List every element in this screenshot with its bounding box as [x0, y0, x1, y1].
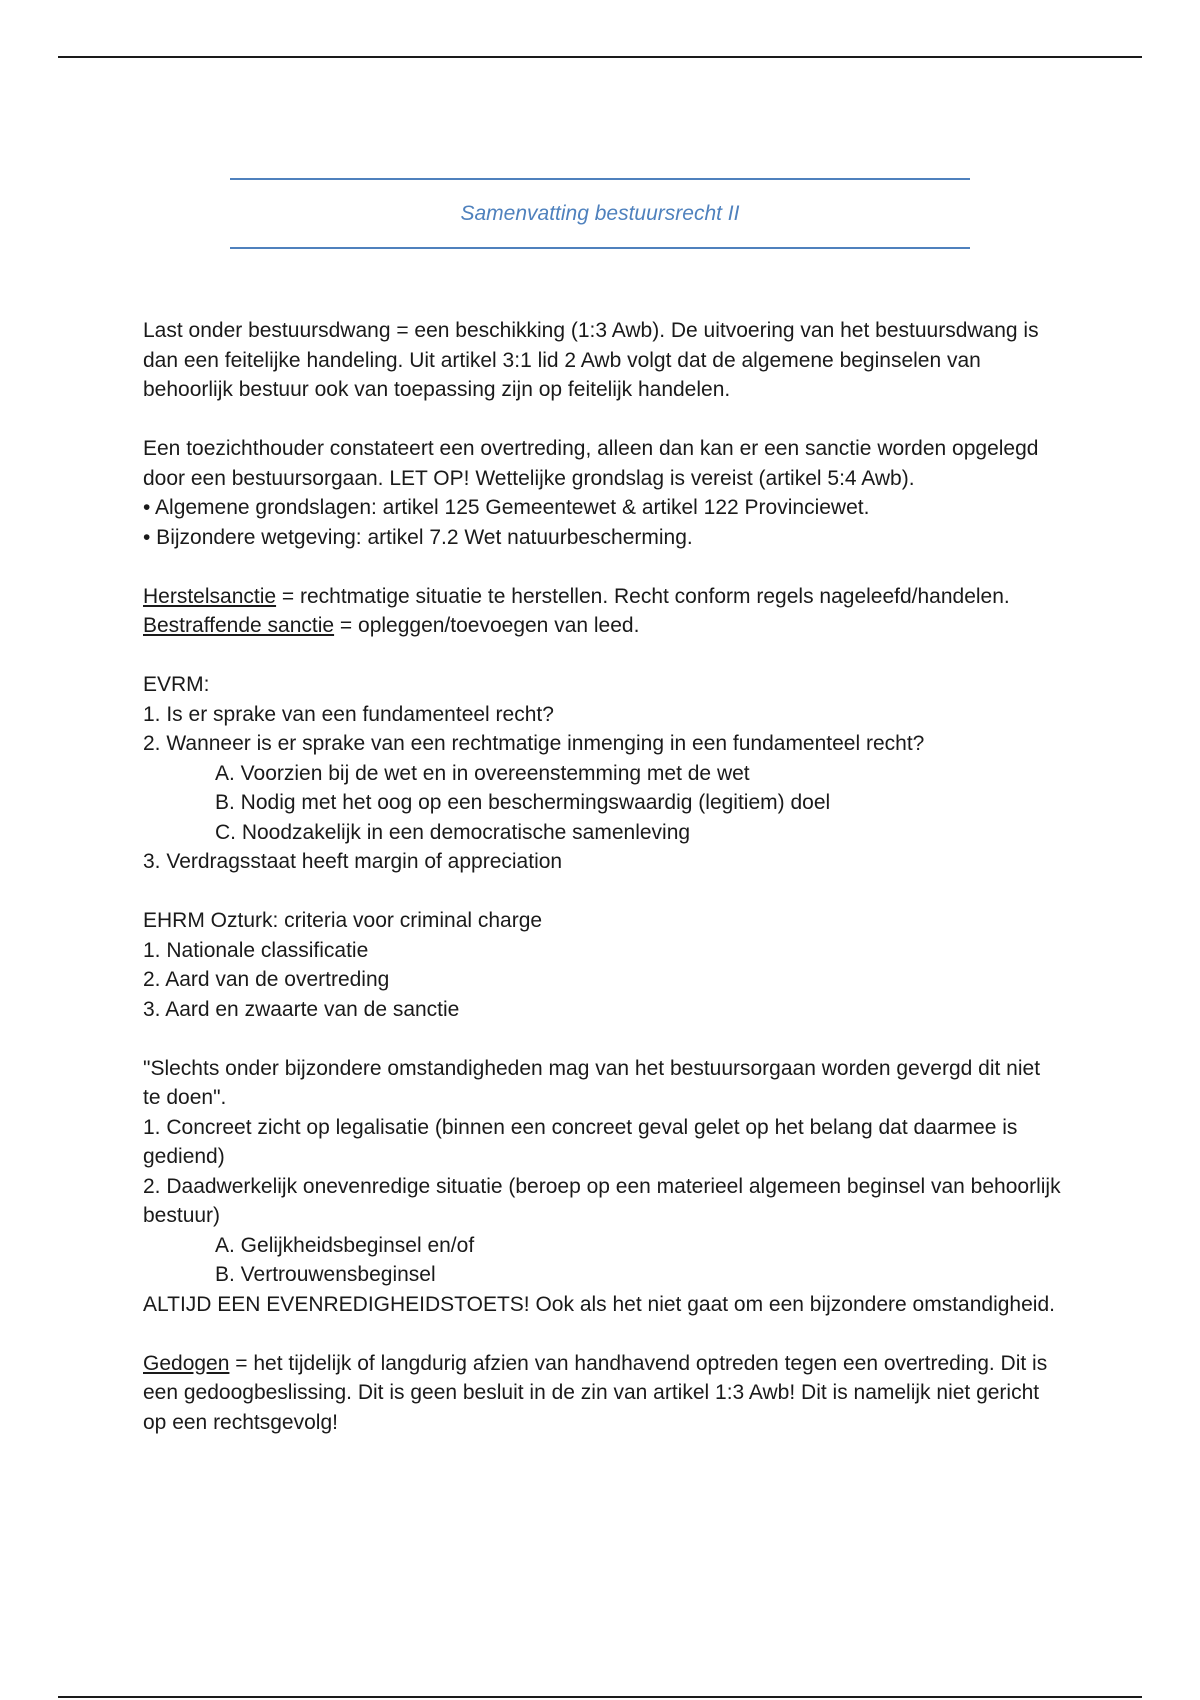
definition-text: = rechtmatige situatie te herstellen. Recht conform regels nageleefd/handelen. [276, 584, 1010, 608]
paragraph-ehrm-ozturk [143, 906, 1063, 1024]
sub-list-item: A. Voorzien bij de wet en in overeenstemming met de wet [215, 761, 750, 785]
page-bottom-rule [58, 1696, 1142, 1698]
list-item: 1. Is er sprake van een fundamenteel recht? [143, 702, 554, 726]
list-item: 3. Verdragsstaat heeft margin of appreciation [143, 850, 563, 873]
list-item: 2. Daadwerkelijk onevenredige situatie (beroep op een materieel algemeen beginsel van behoorlijk bestuur) [143, 1174, 1061, 1227]
quote-text: "Slechts onder bijzondere omstandigheden mag van het bestuursorgaan worden gevergd dit niet te doen". [143, 1056, 1041, 1109]
paragraph-toezichthouder [143, 434, 1063, 552]
sub-list-item: B. Vertrouwensbeginsel [215, 1263, 436, 1286]
list-item: 2. Aard van de overtreding [143, 968, 390, 991]
term-bestraffende-sanctie: Bestraffende sanctie [143, 614, 335, 637]
paragraph-gedogen [143, 1349, 1063, 1438]
sub-list-item: A. Gelijkheidsbeginsel en/of [215, 1233, 475, 1257]
sub-list-item: B. Nodig met het oog op een beschermingswaardig (legitiem) doel [215, 791, 831, 814]
bullet-item: • Bijzondere wetgeving: artikel 7.2 Wet natuurbescherming. [143, 525, 693, 549]
paragraph-evrm [143, 670, 1063, 877]
definition-bestraffende-sanctie [143, 611, 1063, 641]
definition-herstelsanctie [143, 582, 1063, 612]
bullet-item: • Algemene grondslagen: artikel 125 Gemeentewet & artikel 122 Provinciewet. [143, 496, 870, 519]
list-item: 3. Aard en zwaarte van de sanctie [143, 997, 460, 1021]
term-gedogen: Gedogen [143, 1351, 230, 1375]
page-top-rule [58, 56, 1142, 58]
list-item: 1. Nationale classificatie [143, 938, 369, 962]
document-title: Samenvatting bestuursrecht II [460, 202, 740, 225]
list-item: 2. Wanneer is er sprake van een rechtmatige inmenging in een fundamenteel recht? [143, 732, 925, 755]
definition-text: = opleggen/toevoegen van leed. [334, 614, 640, 637]
paragraph-last-onder-bestuursdwang: Last onder bestuursdwang = een beschikking (1:3 Awb). De uitvoering van het bestuursdwang is dan een feitelijke handeling. Uit artikel 3:1 lid 2 Awb volgt dat de algemene beginselen van behoorlijk bestuur ook van toepassing zijn op feitelijk handelen. [143, 319, 1039, 401]
paragraph-text: Een toezichthouder constateert een overtreding, alleen dan kan er een sanctie worden opgelegd door een bestuursorgaan. LET OP! Wettelijke grondslag is vereist (artikel 5:4 Awb). [143, 437, 1039, 490]
title-block [230, 178, 970, 249]
document-body [143, 316, 1063, 1437]
list-item: 1. Concreet zicht op legalisatie (binnen een concreet geval gelet op het belang dat daarmee is gediend) [143, 1115, 1018, 1168]
emphasis-line: ALTIJD EEN EVENREDIGHEIDSTOETS! Ook als het niet gaat om een bijzondere omstandigheid. [143, 1292, 1055, 1316]
paragraph-bijzondere-omstandigheden [143, 1054, 1063, 1320]
section-heading: EHRM Ozturk: criteria voor criminal charge [143, 909, 543, 932]
sub-list-item: C. Noodzakelijk in een democratische samenleving [215, 820, 691, 844]
section-heading: EVRM: [143, 673, 210, 696]
definition-text: = het tijdelijk of langdurig afzien van handhavend optreden tegen een overtreding. Dit is een gedoogbeslissing. Dit is geen besluit in de zin van artikel 1:3 Awb! Dit is namelijk niet gericht op een rechtsgevolg! [143, 1351, 1048, 1434]
title-bottom-line [230, 247, 970, 249]
paragraph-sancties [143, 582, 1063, 641]
term-herstelsanctie: Herstelsanctie [143, 584, 277, 608]
